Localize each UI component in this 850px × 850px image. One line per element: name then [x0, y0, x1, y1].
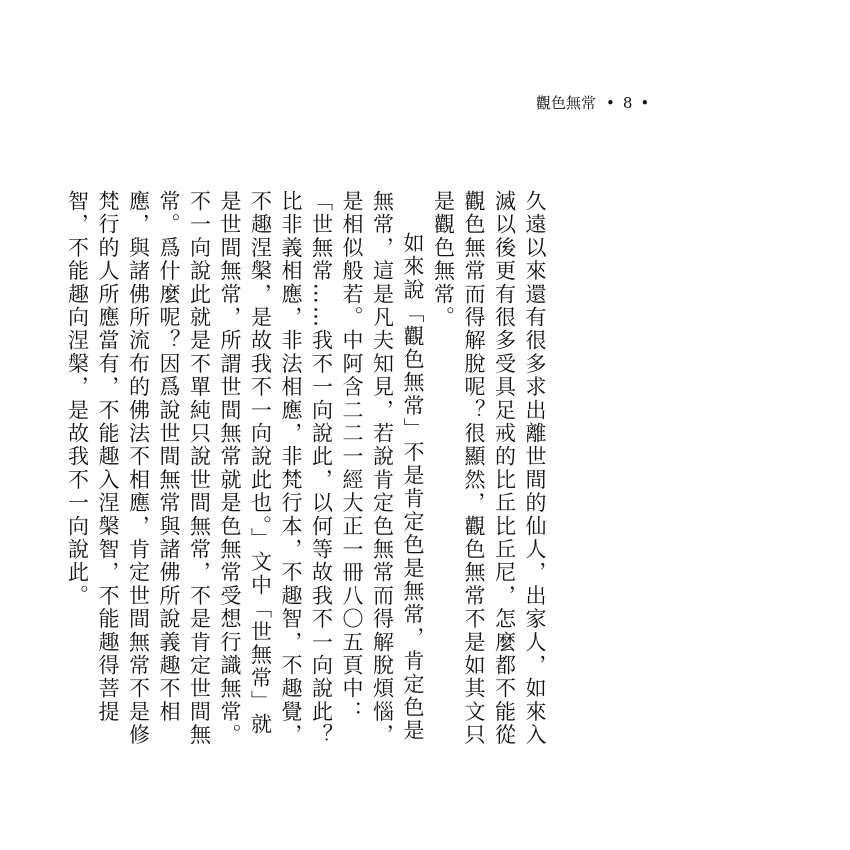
vertical-body-text [65, 190, 550, 750]
running-header [536, 93, 656, 113]
header-dot-left: • [606, 94, 615, 112]
paragraph-1: 久遠以來還有很多求出離世間的仙人，出家人，如來入滅以後更有很多受具足戒的比丘比丘尼，怎麼都不能從觀色無常而得解脫呢？很顯然，觀色無常不是如其文只是觀色無常。 [431, 190, 547, 747]
chapter-title: 觀色無常 [536, 94, 597, 112]
paragraph-2: 如來說「觀色無常」不是肯定色是無常，肯定色是無常，這是凡夫知見，若說肯定色無常而得解脫煩惱，是相似般若。中阿含二二一經大正一冊八〇五頁中：「世無常……我不一向說此，以何等故我不一向說此？比非義相應，非法相應，非梵行本，不趣智，不趣覺，不趣涅槃，是故我不一向說此也。」文中「世無常」就是世間無常，所謂世間無常就是色無常受想行識無常。不一向說此就是不單純只說世間無常，不是肯定世間無常。爲什麼呢？因爲說世間無常與諸佛所說義趣不相應，與諸佛所流布的佛法不相應，肯定世間無常不是修梵行的人所應當有，不能趣入涅槃智，不能趣得菩提智，不能趣向涅槃，是故我不一向說此。 [65, 190, 425, 747]
header-dot-right: • [640, 94, 650, 112]
page-number: 8 [622, 94, 633, 112]
